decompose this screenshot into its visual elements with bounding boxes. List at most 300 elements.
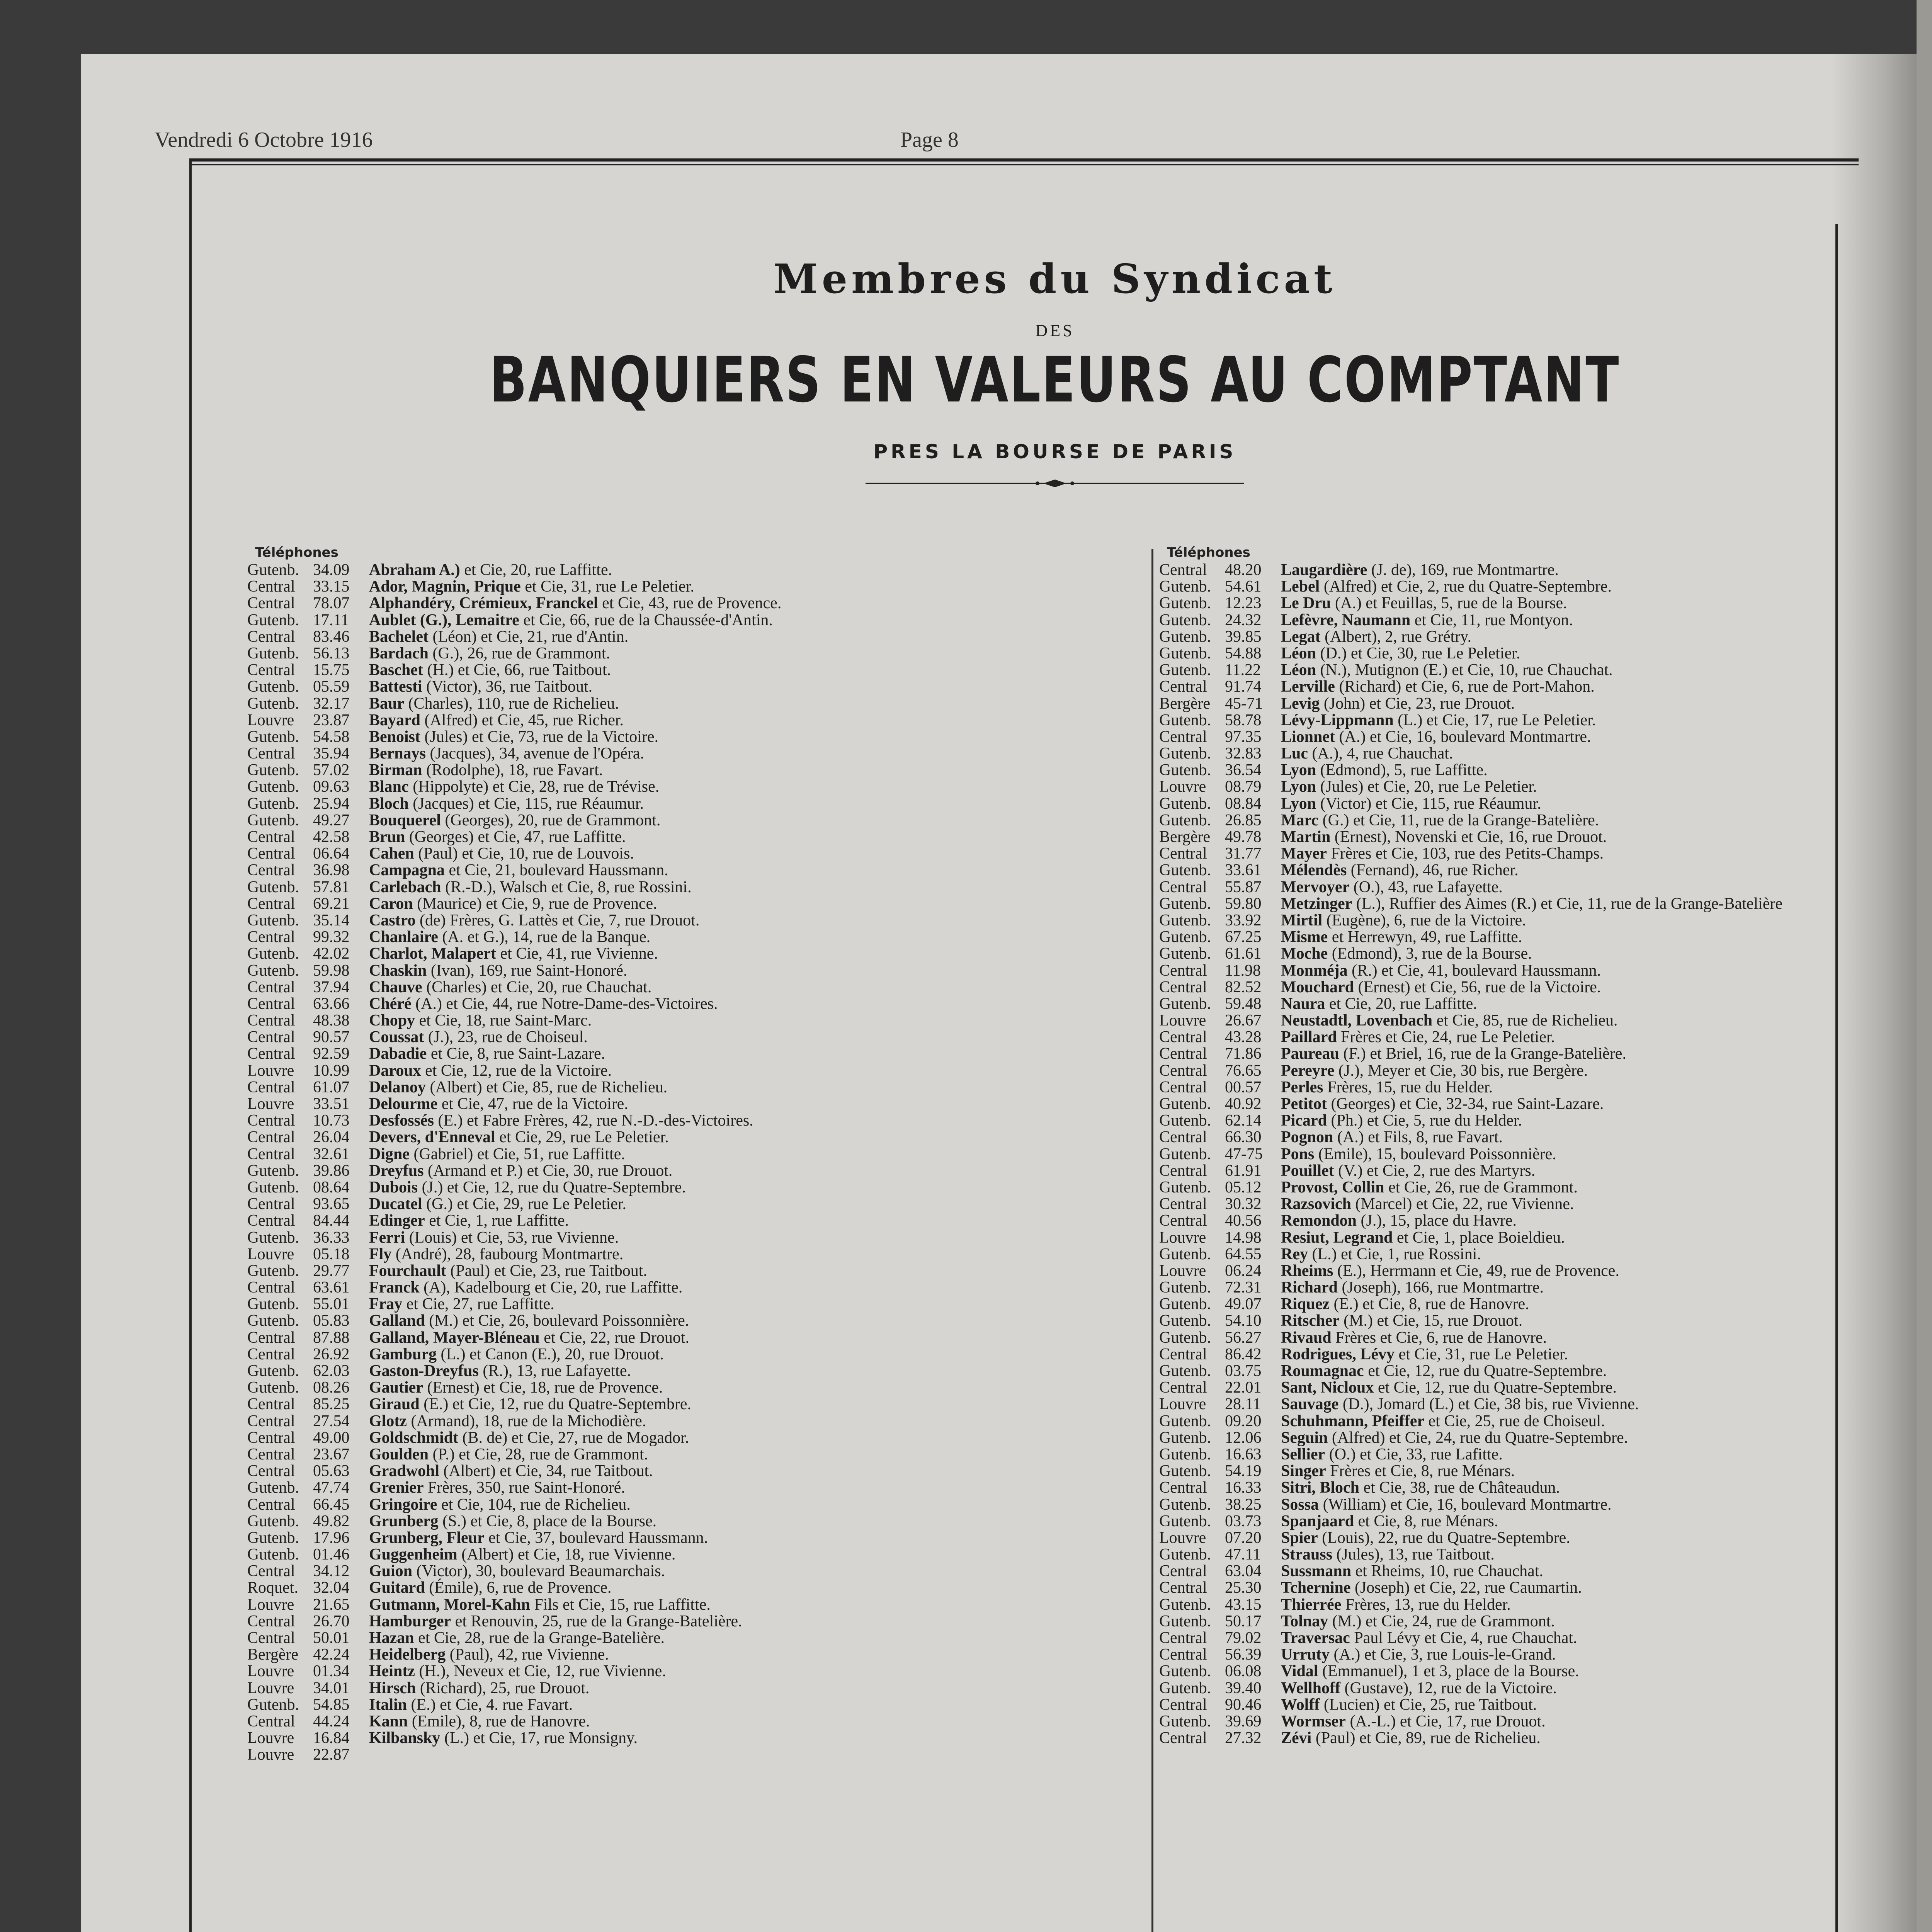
member-address: (O.), 43, rue Lafayette. <box>1349 878 1503 896</box>
member-name: Birman <box>369 761 422 779</box>
member-row <box>247 712 1109 729</box>
member-name: Dreyfus <box>369 1162 424 1180</box>
member-name: Fourchault <box>369 1262 446 1280</box>
member-row <box>247 662 1109 679</box>
phone-number: 50.01 <box>313 1629 350 1647</box>
phone-number: 49.07 <box>1225 1295 1262 1313</box>
exchange: Central <box>1159 878 1207 896</box>
member-row <box>1159 1546 1917 1563</box>
member-name: Sant, Nicloux <box>1281 1379 1374 1397</box>
member-address: Frères, 350, rue Saint-Honoré. <box>423 1479 625 1497</box>
member-row <box>1159 779 1917 795</box>
member-name: Benoist <box>369 728 421 746</box>
exchange: Bergère <box>1159 694 1211 713</box>
phone-number: 33.61 <box>1225 861 1262 879</box>
member-name: Thierrée <box>1281 1595 1342 1614</box>
member-address: et Cie, 18, rue Saint-Marc. <box>415 1012 592 1030</box>
member-address: (L.) et Cie, 1, rue Rossini. <box>1308 1245 1481 1263</box>
member-row <box>1159 679 1917 695</box>
member-name: Mélendès <box>1281 861 1347 879</box>
exchange: Central <box>247 1612 295 1630</box>
member-name: Naura <box>1281 995 1325 1013</box>
member-name: Heintz <box>369 1662 415 1680</box>
member-row <box>1159 1497 1917 1513</box>
member-address: (M.) et Cie, 26, boulevard Poissonnière. <box>425 1312 689 1330</box>
exchange: Gutenb. <box>1159 1546 1211 1564</box>
member-row <box>247 1313 1109 1329</box>
member-name: Brun <box>369 828 405 846</box>
phone-number: 47.11 <box>1225 1546 1261 1564</box>
phone-number: 06.24 <box>1225 1262 1262 1280</box>
member-row <box>1159 979 1917 996</box>
exchange: Gutenb. <box>247 1362 299 1380</box>
member-row <box>1159 1480 1917 1496</box>
phone-number: 33.51 <box>313 1095 350 1113</box>
member-row <box>247 1096 1109 1112</box>
member-row <box>247 629 1109 645</box>
exchange: Gutenb. <box>247 678 299 696</box>
member-address: (Ivan), 169, rue Saint-Honoré. <box>427 961 628 980</box>
exchange: Gutenb. <box>1159 1328 1211 1347</box>
phone-number: 34.12 <box>313 1562 350 1580</box>
member-address: (Alfred) et Cie, 45, rue Richer. <box>420 711 624 729</box>
member-row <box>1159 946 1917 962</box>
member-address: et Cie, 29, rue Le Peletier. <box>495 1128 669 1146</box>
exchange: Gutenb. <box>1159 1462 1211 1480</box>
phone-number: 32.17 <box>313 694 350 713</box>
phone-number: 36.98 <box>313 861 350 879</box>
exchange: Gutenb. <box>1159 794 1211 813</box>
exchange: Gutenb. <box>247 811 299 829</box>
member-name: Chanlaire <box>369 928 438 946</box>
member-address: (Georges) et Cie, 47, rue Laffitte. <box>405 828 626 846</box>
member-name: Sitri, Bloch <box>1281 1479 1360 1497</box>
member-name: Rheims <box>1281 1262 1333 1280</box>
member-row <box>1159 1379 1917 1396</box>
phone-number: 69.21 <box>313 895 350 913</box>
member-row <box>247 1597 1109 1613</box>
member-name: Sauvage <box>1281 1395 1339 1413</box>
member-name: Tolnay <box>1281 1612 1328 1630</box>
member-name: Edinger <box>369 1212 425 1230</box>
phone-number: 44.24 <box>313 1712 350 1730</box>
exchange: Central <box>1159 728 1207 746</box>
member-address: (E.) et Cie, 4. rue Favart. <box>407 1696 573 1714</box>
member-address: et Cie, 41, rue Vivienne. <box>496 945 658 963</box>
phone-number: 38.25 <box>1225 1495 1262 1514</box>
exchange: Louvre <box>247 1679 294 1697</box>
member-address: et Rheims, 10, rue Chauchat. <box>1351 1562 1543 1580</box>
phone-number: 17.96 <box>313 1529 350 1547</box>
member-name: Hazan <box>369 1629 414 1647</box>
exchange: Central <box>247 1028 295 1046</box>
member-name: Lyon <box>1281 761 1316 779</box>
member-name: Aublet (G.), Lemaitre <box>369 611 519 629</box>
member-name: Léon <box>1281 661 1316 679</box>
exchange: Central <box>1159 1579 1207 1597</box>
phone-number: 00.57 <box>1225 1078 1262 1096</box>
member-name: Spanjaard <box>1281 1512 1354 1530</box>
member-row <box>1159 1363 1917 1379</box>
member-row <box>247 562 1109 578</box>
member-row <box>247 963 1109 979</box>
title-bourse: PRES LA BOURSE DE PARIS <box>873 440 1236 463</box>
member-address: (Victor) et Cie, 115, rue Réaumur. <box>1316 794 1541 813</box>
member-address: (Paul), 42, rue Vivienne. <box>446 1646 609 1664</box>
member-row <box>1159 1730 1917 1747</box>
phone-number: 26.92 <box>313 1345 350 1363</box>
phone-number: 10.73 <box>313 1112 350 1130</box>
member-address: (Charles), 110, rue de Richelieu. <box>404 694 619 713</box>
member-name: Razsovich <box>1281 1195 1351 1213</box>
exchange: Gutenb. <box>247 778 299 796</box>
member-address: (R.), 13, rue Lafayette. <box>478 1362 631 1380</box>
exchange: Louvre <box>247 1746 294 1764</box>
member-address: (Paul) et Cie, 23, rue Taitbout. <box>446 1262 647 1280</box>
phone-number: 28.11 <box>1225 1395 1261 1413</box>
phone-number: 22.87 <box>313 1746 350 1764</box>
exchange: Gutenb. <box>247 1295 299 1313</box>
member-address: (J.), Meyer et Cie, 30 bis, rue Bergère. <box>1334 1061 1588 1080</box>
member-row <box>247 1580 1109 1596</box>
exchange: Gutenb. <box>1159 1429 1211 1447</box>
member-address: (G.), 26, rue de Grammont. <box>429 644 611 662</box>
member-name: Chaskin <box>369 961 427 980</box>
member-row <box>1159 1713 1917 1730</box>
member-name: Le Dru <box>1281 594 1331 612</box>
member-row <box>247 1630 1109 1646</box>
phone-number: 21.65 <box>313 1595 350 1614</box>
member-name: Alphandéry, Crémieux, Franckel <box>369 594 598 612</box>
exchange: Gutenb. <box>1159 1595 1211 1614</box>
member-row <box>247 1613 1109 1630</box>
exchange: Gutenb. <box>1159 928 1211 946</box>
member-row <box>247 578 1109 595</box>
member-name: Levig <box>1281 694 1320 713</box>
member-address: (Émile), 6, rue de Provence. <box>425 1579 612 1597</box>
member-row <box>1159 1263 1917 1279</box>
exchange: Gutenb. <box>1159 1612 1211 1630</box>
phone-number: 50.17 <box>1225 1612 1262 1630</box>
member-row <box>247 1663 1109 1680</box>
phone-number: 09.20 <box>1225 1412 1262 1430</box>
member-row <box>247 796 1109 812</box>
exchange: Louvre <box>1159 1228 1206 1247</box>
member-address: (John) et Cie, 23, rue Drouot. <box>1320 694 1515 713</box>
member-address: (Jacques), 34, avenue de l'Opéra. <box>426 745 644 763</box>
exchange: Gutenb. <box>1159 1312 1211 1330</box>
exchange: Gutenb. <box>1159 911 1211 929</box>
member-address: (Eugène), 6, rue de la Victoire. <box>1322 911 1526 929</box>
exchange: Louvre <box>247 1245 294 1263</box>
member-address: (Maurice) et Cie, 9, rue de Provence. <box>413 895 657 913</box>
member-name: Neustadtl, Lovenbach <box>1281 1012 1433 1030</box>
member-row <box>247 862 1109 879</box>
phone-number: 90.57 <box>313 1028 350 1046</box>
member-address: (Fernand), 46, rue Richer. <box>1347 861 1519 879</box>
phone-number: 43.15 <box>1225 1595 1262 1614</box>
exchange: Gutenb. <box>247 1546 299 1564</box>
member-name: Rey <box>1281 1245 1308 1263</box>
phone-number: 29.77 <box>313 1262 350 1280</box>
member-row <box>247 845 1109 862</box>
member-address: (R.) et Cie, 41, boulevard Haussmann. <box>1347 961 1601 980</box>
member-row <box>247 1213 1109 1229</box>
exchange: Central <box>247 1712 295 1730</box>
exchange: Gutenb. <box>247 961 299 980</box>
phone-number: 58.78 <box>1225 711 1262 729</box>
exchange: Gutenb. <box>247 611 299 629</box>
member-row <box>247 1363 1109 1379</box>
phone-number: 54.61 <box>1225 578 1262 596</box>
exchange: Gutenb. <box>247 1178 299 1196</box>
exchange: Central <box>247 978 295 996</box>
member-name: Cahen <box>369 845 414 863</box>
member-name: Charlot, Malapert <box>369 945 496 963</box>
phone-number: 72.31 <box>1225 1279 1262 1297</box>
member-address: (A), Kadelbourg et Cie, 20, rue Laffitte. <box>419 1279 683 1297</box>
member-name: Petitot <box>1281 1095 1327 1113</box>
exchange: Central <box>1159 1195 1207 1213</box>
member-name: Baschet <box>369 661 423 679</box>
member-name: Baur <box>369 694 405 713</box>
member-address: Frères et Cie, 8, rue Ménars. <box>1326 1462 1515 1480</box>
phone-number: 82.52 <box>1225 978 1262 996</box>
member-name: Lionnet <box>1281 728 1335 746</box>
phone-number: 84.44 <box>313 1212 350 1230</box>
exchange: Central <box>247 661 295 679</box>
member-name: Sussmann <box>1281 1562 1352 1580</box>
member-name: Battesti <box>369 678 422 696</box>
phone-number: 25.30 <box>1225 1579 1262 1597</box>
exchange: Central <box>1159 1696 1207 1714</box>
member-row <box>247 1530 1109 1546</box>
member-row <box>247 679 1109 695</box>
phone-number: 62.03 <box>313 1362 350 1380</box>
member-name: Misme <box>1281 928 1328 946</box>
member-name: Picard <box>1281 1112 1327 1130</box>
member-row <box>247 1497 1109 1513</box>
phone-number: 48.38 <box>313 1012 350 1030</box>
member-name: Digne <box>369 1145 410 1163</box>
phone-number: 57.81 <box>313 878 350 896</box>
member-name: Chopy <box>369 1012 415 1030</box>
phone-number: 49.78 <box>1225 828 1262 846</box>
member-row <box>247 1246 1109 1263</box>
phone-number: 26.67 <box>1225 1012 1262 1030</box>
member-name: Gradwohl <box>369 1462 440 1480</box>
member-name: Metzinger <box>1281 895 1352 913</box>
exchange: Central <box>1159 1061 1207 1080</box>
exchange: Central <box>247 1629 295 1647</box>
member-address: (William) et Cie, 16, boulevard Montmartre. <box>1319 1495 1612 1514</box>
phone-number: 36.54 <box>1225 761 1262 779</box>
member-address: Frères et Cie, 103, rue des Petits-Champs. <box>1327 845 1604 863</box>
member-name: Resiut, Legrand <box>1281 1228 1393 1247</box>
exchange: Gutenb. <box>247 1696 299 1714</box>
member-name: Spier <box>1281 1529 1318 1547</box>
member-address: (Emile), 8, rue de Hanovre. <box>408 1712 590 1730</box>
member-row <box>1159 879 1917 896</box>
phone-number: 08.79 <box>1225 778 1262 796</box>
member-row <box>1159 812 1917 829</box>
exchange: Gutenb. <box>247 794 299 813</box>
member-row <box>247 1129 1109 1146</box>
member-name: Guion <box>369 1562 413 1580</box>
member-row <box>247 1196 1109 1213</box>
member-name: Ador, Magnin, Prique <box>369 578 521 596</box>
member-name: Ferri <box>369 1228 405 1247</box>
member-row <box>1159 896 1917 912</box>
member-row <box>247 1463 1109 1480</box>
member-name: Singer <box>1281 1462 1326 1480</box>
exchange: Gutenb. <box>1159 1662 1211 1680</box>
member-name: Kilbansky <box>369 1729 440 1747</box>
member-address: (Hippolyte) et Cie, 28, rue de Trévise. <box>408 778 660 796</box>
member-row <box>1159 1096 1917 1112</box>
member-name: Mirtil <box>1281 911 1323 929</box>
title-des: DES <box>1035 321 1075 340</box>
member-row <box>247 1646 1109 1663</box>
member-address: Frères et Cie, 24, rue Le Peletier. <box>1337 1028 1555 1046</box>
phone-number: 23.67 <box>313 1445 350 1463</box>
phone-number: 56.13 <box>313 644 350 662</box>
exchange: Gutenb. <box>247 644 299 662</box>
exchange: Gutenb. <box>1159 1712 1211 1730</box>
member-name: Coussat <box>369 1028 424 1046</box>
member-row <box>1159 1046 1917 1062</box>
member-name: Bardach <box>369 644 429 662</box>
phone-number: 55.01 <box>313 1295 350 1313</box>
exchange: Central <box>247 1562 295 1580</box>
exchange: Gutenb. <box>1159 761 1211 779</box>
exchange: Central <box>247 1395 295 1413</box>
member-row <box>247 812 1109 829</box>
phone-number: 90.46 <box>1225 1696 1262 1714</box>
member-address: (Charles) et Cie, 20, rue Chauchat. <box>422 978 652 996</box>
member-name: Strauss <box>1281 1546 1333 1564</box>
phone-number: 10.99 <box>313 1061 350 1080</box>
member-name: Bayard <box>369 711 421 729</box>
phone-number: 83.46 <box>313 628 350 646</box>
member-name: Gringoire <box>369 1495 437 1514</box>
member-row <box>1159 595 1917 612</box>
member-address: (A.) et Cie, 16, boulevard Montmartre. <box>1335 728 1591 746</box>
member-name: Guggenheim <box>369 1546 457 1564</box>
member-name: Chéré <box>369 995 412 1013</box>
member-name: Chauve <box>369 978 422 996</box>
phone-number: 05.18 <box>313 1245 350 1263</box>
member-name: Remondon <box>1281 1212 1357 1230</box>
phone-number: 87.88 <box>313 1328 350 1347</box>
member-address: (D.) et Cie, 30, rue Le Peletier. <box>1316 644 1520 662</box>
member-row <box>1159 1163 1917 1179</box>
exchange: Gutenb. <box>1159 995 1211 1013</box>
exchange: Gutenb. <box>1159 1679 1211 1697</box>
member-row <box>247 1546 1109 1563</box>
member-address: (Ernest) et Cie, 56, rue de la Victoire. <box>1354 978 1601 996</box>
member-name: Dubois <box>369 1178 418 1196</box>
member-address: Paul Lévy et Cie, 4, rue Chauchat. <box>1350 1629 1577 1647</box>
exchange: Roquet. <box>247 1579 298 1597</box>
phone-number: 27.32 <box>1225 1729 1262 1747</box>
member-row <box>1159 1313 1917 1329</box>
telephones-heading: Téléphones <box>1167 545 1250 560</box>
member-row <box>247 896 1109 912</box>
exchange: Gutenb. <box>1159 578 1211 596</box>
member-address: (Georges) et Cie, 32-34, rue Saint-Lazare. <box>1327 1095 1604 1113</box>
member-row <box>1159 1196 1917 1213</box>
member-name: Ritscher <box>1281 1312 1340 1330</box>
exchange: Gutenb. <box>1159 1112 1211 1130</box>
member-address: (Gustave), 12, rue de la Victoire. <box>1340 1679 1557 1697</box>
exchange: Central <box>247 1279 295 1297</box>
member-row <box>1159 1230 1917 1246</box>
member-name: Giraud <box>369 1395 420 1413</box>
member-address: et Cie, 66, rue de la Chaussée-d'Antin. <box>519 611 773 629</box>
phone-number: 56.39 <box>1225 1646 1262 1664</box>
member-name: Blanc <box>369 778 409 796</box>
phone-number: 11.22 <box>1225 661 1261 679</box>
member-address: (F.) et Briel, 16, rue de la Grange-Batelière. <box>1339 1045 1626 1063</box>
phone-number: 39.86 <box>313 1162 350 1180</box>
exchange: Gutenb. <box>247 1529 299 1547</box>
member-row <box>1159 1430 1917 1446</box>
exchange: Gutenb. <box>1159 1279 1211 1297</box>
member-address: (E.), Herrmann et Cie, 49, rue de Provence. <box>1333 1262 1619 1280</box>
left-frame-rule <box>189 158 192 1932</box>
member-name: Delourme <box>369 1095 438 1113</box>
member-address: (Gabriel) et Cie, 51, rue Laffitte. <box>410 1145 625 1163</box>
exchange: Gutenb. <box>1159 661 1211 679</box>
member-address: (E.) et Cie, 12, rue du Quatre-Septembre. <box>419 1395 691 1413</box>
exchange: Central <box>247 928 295 946</box>
member-row <box>247 762 1109 779</box>
member-row <box>247 879 1109 896</box>
member-address: (E.) et Cie, 8, rue de Hanovre. <box>1330 1295 1529 1313</box>
scan-edge <box>1917 0 1932 1932</box>
member-row <box>247 779 1109 795</box>
member-address: (Armand et P.) et Cie, 30, rue Drouot. <box>423 1162 673 1180</box>
phone-number: 97.35 <box>1225 728 1262 746</box>
member-row <box>1159 729 1917 745</box>
member-address: et Renouvin, 25, rue de la Grange-Batelière. <box>451 1612 742 1630</box>
member-name: Guitard <box>369 1579 425 1597</box>
member-address: (E.) et Fabre Frères, 42, rue N.-D.-des-Victoires. <box>434 1112 753 1130</box>
phone-number: 37.94 <box>313 978 350 996</box>
phone-number: 61.07 <box>313 1078 350 1096</box>
member-name: Wolff <box>1281 1696 1320 1714</box>
exchange: Gutenb. <box>1159 1145 1211 1163</box>
phone-number: 92.59 <box>313 1045 350 1063</box>
exchange: Central <box>247 1195 295 1213</box>
member-address: et Cie, 8, rue Ménars. <box>1354 1512 1498 1530</box>
exchange: Central <box>247 828 295 846</box>
phone-number: 33.92 <box>1225 911 1262 929</box>
member-address: et Cie, 20, rue Laffitte. <box>1325 995 1477 1013</box>
member-name: Mouchard <box>1281 978 1354 996</box>
exchange: Central <box>247 1078 295 1096</box>
member-name: Goulden <box>369 1445 429 1463</box>
exchange: Central <box>1159 1028 1207 1046</box>
exchange: Central <box>247 1212 295 1230</box>
member-row <box>1159 845 1917 862</box>
member-address: et Cie, 20, rue Laffitte. <box>460 561 612 579</box>
member-name: Devers, d'Enneval <box>369 1128 495 1146</box>
member-address: et Cie, 25, rue de Choiseul. <box>1424 1412 1605 1430</box>
exchange: Gutenb. <box>247 1379 299 1397</box>
member-row <box>247 1480 1109 1496</box>
